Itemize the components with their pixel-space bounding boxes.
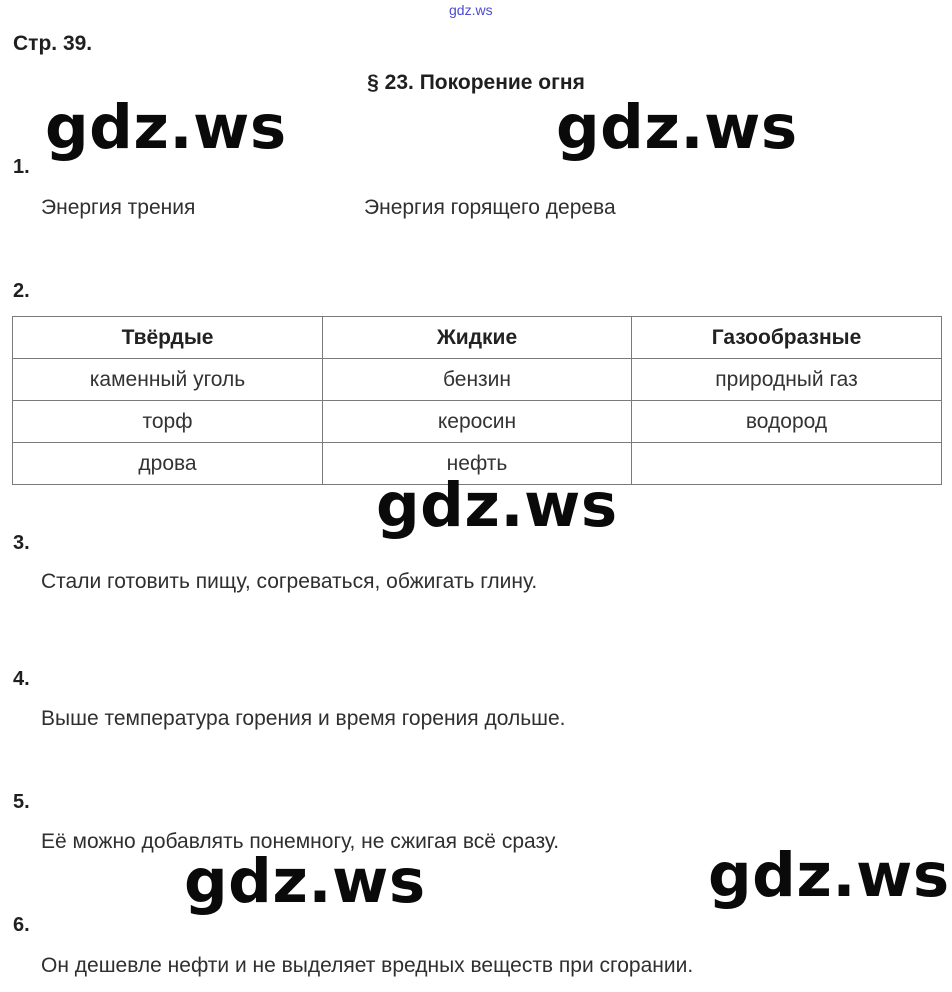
table-cell: [632, 443, 942, 485]
table-cell: бензин: [323, 359, 632, 401]
answer-1-right: Энергия горящего дерева: [364, 196, 616, 219]
table-cell: каменный уголь: [13, 359, 323, 401]
table-cell: водород: [632, 401, 942, 443]
answer-6: Он дешевле нефти и не выделяет вредных веществ при сгорании.: [41, 954, 694, 977]
table-header-cell: Жидкие: [323, 317, 632, 359]
fuel-table: [12, 316, 942, 485]
question-number-6: 6.: [13, 914, 30, 936]
answer-3: Стали готовить пищу, согреваться, обжигать глину.: [41, 570, 538, 593]
table-cell: дрова: [13, 443, 323, 485]
question-number-3: 3.: [13, 532, 30, 554]
answer-5: Её можно добавлять понемногу, не сжигая всё сразу.: [41, 830, 560, 853]
watermark: gdz.ws: [376, 470, 618, 541]
table-header-row: [13, 317, 942, 359]
watermark: gdz.ws: [556, 92, 798, 163]
page-label: Стр. 39.: [13, 32, 93, 55]
answer-1-left: Энергия трения: [41, 196, 196, 219]
section-title: § 23. Покорение огня: [367, 71, 585, 94]
table-cell: нефть: [323, 443, 632, 485]
answer-4: Выше температура горения и время горения дольше.: [41, 707, 566, 730]
watermark: gdz.ws: [184, 846, 426, 917]
question-number-4: 4.: [13, 668, 30, 690]
question-number-1: 1.: [13, 156, 30, 178]
table-cell: природный газ: [632, 359, 942, 401]
question-number-2: 2.: [13, 280, 30, 302]
table-row: [13, 401, 942, 443]
table-header-cell: Газообразные: [632, 317, 942, 359]
table-cell: керосин: [323, 401, 632, 443]
watermark: gdz.ws: [708, 840, 950, 911]
table-header-cell: Твёрдые: [13, 317, 323, 359]
watermark-top-link: gdz.ws: [449, 2, 493, 18]
table-row: [13, 359, 942, 401]
table-cell: торф: [13, 401, 323, 443]
watermark: gdz.ws: [45, 92, 287, 163]
question-number-5: 5.: [13, 791, 30, 813]
